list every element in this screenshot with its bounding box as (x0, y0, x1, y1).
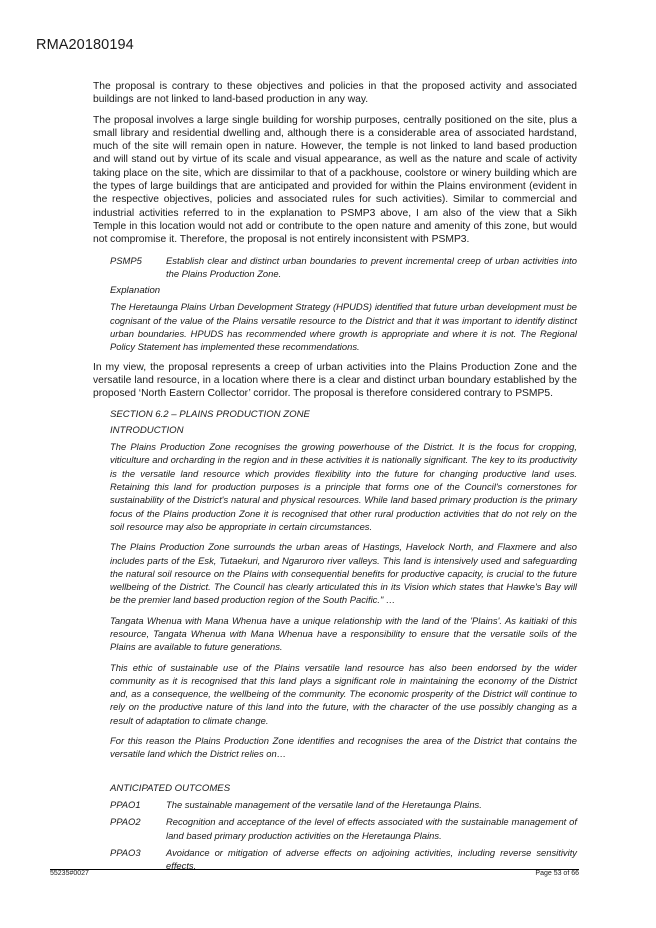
footer-divider (50, 869, 579, 870)
intro-paragraph-1: The Plains Production Zone recognises the growing powerhouse of the District. It is the focus for cropping, viticulture and orcharding in the region and in these activities it is nationally significant. The key to its productivity is the versatile land resource which provides flexibility into the future for changing productive land uses. Retaining this land for production purposes is a principle that forms one of the Council's cornerstones for sustainability of the District's natural and physical resources. While land based primary production is the primary focus of the Plains production Zone it is recognised that other rural production activities that do not rely on the soil resource may also be appropriate in certain circumstances. (110, 441, 577, 532)
introduction-heading: INTRODUCTION (110, 424, 184, 436)
outcomes-heading: ANTICIPATED OUTCOMES (110, 782, 231, 794)
outcome-text: The sustainable management of the versatile land of the Heretaunga Plains. (166, 798, 482, 810)
outcome-item (110, 798, 577, 811)
intro-paragraph-2: The Plains Production Zone surrounds the urban areas of Hastings, Havelock North, and Flaxmere and also includes parts of the Esk, Tutaekuri, and Ngaruroro river valleys. This land is intensively used and safeguarding the natural soil resource on the Plains with consequential benefits for productive capacity, is crucial to the future wellbeing of the District. The Council has clearly articulated this in its Vision which states that Hawke's Bay will be the premier land based production region of the South Pacific." … (110, 541, 577, 606)
paragraph-2: The proposal involves a large single building for worship purposes, centrally positioned on the site, plus a small library and residential dwelling and, although there is a considerable area of associated hardstand, much of the site will remain open in nature. However, the temple is not linked to land based production and will stand out by virtue of its scale and visual appearance, as well as the nature and scale of activity taking place on the site, which are dissimilar to that of a packhouse, coolstore or winery building which are the types of large buildings that are anticipated and provided for within the Plains environment (evident in the respective objectives, policies and associated rules for such activities). Similar to commercial and industrial activities referred to in the explanation to PSMP3 above, I am also of the view that a Sikh Temple in this location would not add or contribute to the open nature and amenity of this zone, but would not compromise it. Therefore, the proposal is not entirely inconsistent with PSMP3. (93, 114, 577, 246)
policy-psmp5 (110, 254, 577, 281)
section-heading: SECTION 6.2 – PLAINS PRODUCTION ZONE (110, 408, 310, 420)
footer-doc-id: 55235#0027 (50, 870, 89, 877)
intro-paragraph-4: This ethic of sustainable use of the Plains versatile land resource has also been endorsed by the wider community as it is recognised that this land plays a significant role in maintaining the economy of the District and, as a consequence, the wellbeing of the community. The economic prosperity of the District will continue to rely on the productive nature of this land into the future, with the character of the use possibly changing as a result of adaptation to climate change. (110, 661, 577, 726)
intro-paragraph-3: Tangata Whenua with Mana Whenua have a unique relationship with the land of the 'Plains'. As kaitiaki of this resource, Tangata Whenua with Mana Whenua have a responsibility to ensure that the versatile soils of the Plains are available to future generations. (110, 614, 577, 653)
outcome-text: Recognition and acceptance of the level of effects associated with the sustainable management of land based primary production activities on the Heretaunga Plains. (166, 816, 577, 841)
page-body (93, 80, 577, 876)
document-ref-header: RMA20180194 (36, 37, 134, 53)
outcome-code: PPAO2 (110, 816, 141, 828)
outcome-code: PPAO3 (110, 846, 141, 858)
policy-code: PSMP5 (110, 254, 142, 266)
paragraph-3: In my view, the proposal represents a creep of urban activities into the Plains Production Zone and the versatile land resource, in a location where there is a clear and distinct urban boundary established by the proposed ‘North Eastern Collector’ corridor. The proposal is therefore considered contrary to PSMP5. (93, 361, 577, 400)
outcome-item (110, 815, 577, 842)
footer-page-number: Page 53 of 66 (535, 870, 579, 877)
outcome-code: PPAO1 (110, 798, 141, 810)
explanation-heading: Explanation (110, 285, 161, 297)
policy-text: Establish clear and distinct urban boundaries to prevent incremental creep of urban activities into the Plains Production Zone. (166, 254, 577, 279)
explanation-text: The Heretaunga Plains Urban Development Strategy (HPUDS) identified that future urban development must be cognisant of the value of the Plains versatile resource to the District and that it was important to identify distinct urban boundaries. HPUDS has recommended where growth is appropriate and where it is not. The Regional Policy Statement has implemented these recommendations. (110, 301, 577, 353)
outcome-text: Avoidance or mitigation of adverse effects on adjoining activities, including reverse sensitivity effects. (166, 846, 577, 872)
paragraph-1: The proposal is contrary to these objectives and policies in that the proposed activity and associated buildings are not linked to land-based production in any way. (93, 81, 577, 106)
intro-paragraph-5: For this reason the Plains Production Zone identifies and recognises the area of the District that contains the versatile land which the District relies on… (110, 735, 577, 760)
